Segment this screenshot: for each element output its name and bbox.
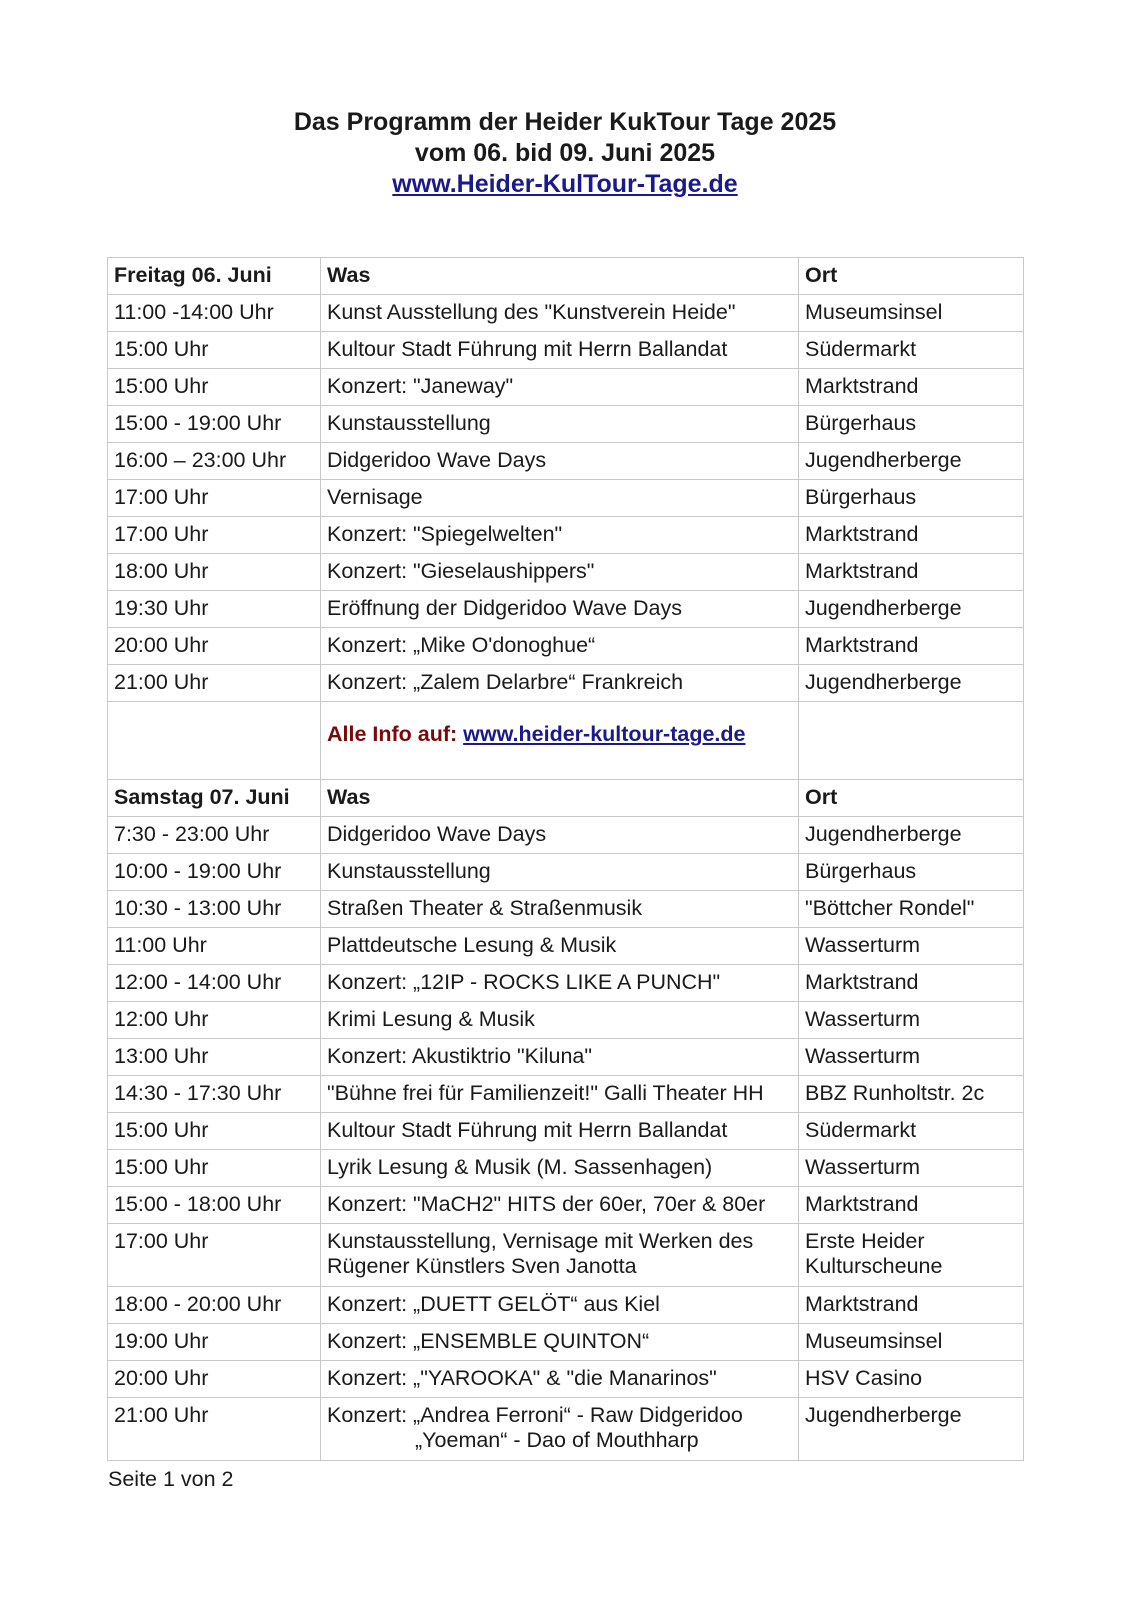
- program-table: [107, 257, 1024, 1461]
- where-cell: Wasserturm: [799, 1039, 1024, 1076]
- what-cell: Konzert: „Zalem Delarbre“ Frankreich: [321, 665, 799, 702]
- program-table-body: [108, 258, 1024, 1461]
- what-cell: Konzert: Akustiktrio "Kiluna": [321, 1039, 799, 1076]
- time-cell: 16:00 – 23:00 Uhr: [108, 443, 321, 480]
- table-row: [108, 369, 1024, 406]
- table-row: [108, 665, 1024, 702]
- table-row: [108, 443, 1024, 480]
- table-row: [108, 1150, 1024, 1187]
- what-line: Konzert: „Andrea Ferroni“ - Raw Didgeridoo: [327, 1403, 743, 1427]
- where-cell: Marktstrand: [799, 554, 1024, 591]
- table-row: [108, 891, 1024, 928]
- what-cell: Konzert: „Mike O'donoghue“: [321, 628, 799, 665]
- where-cell: Jugendherberge: [799, 817, 1024, 854]
- time-cell: 15:00 Uhr: [108, 332, 321, 369]
- what-cell: Kultour Stadt Führung mit Herrn Ballandat: [321, 332, 799, 369]
- page-number: Seite 1 von 2: [108, 1467, 234, 1491]
- what-header: Was: [321, 780, 799, 817]
- where-cell: Marktstrand: [799, 628, 1024, 665]
- what-cell: Straßen Theater & Straßenmusik: [321, 891, 799, 928]
- info-row: [108, 702, 1024, 780]
- where-cell: Marktstrand: [799, 369, 1024, 406]
- table-row: [108, 332, 1024, 369]
- table-row: [108, 1287, 1024, 1324]
- day-header: Samstag 07. Juni: [108, 780, 321, 817]
- where-line: Erste Heider: [805, 1229, 925, 1253]
- where-cell: Südermarkt: [799, 1113, 1024, 1150]
- where-cell: BBZ Runholtstr. 2c: [799, 1076, 1024, 1113]
- time-cell: 11:00 -14:00 Uhr: [108, 295, 321, 332]
- what-cell: Eröffnung der Didgeridoo Wave Days: [321, 591, 799, 628]
- time-cell: 10:30 - 13:00 Uhr: [108, 891, 321, 928]
- time-cell: 11:00 Uhr: [108, 928, 321, 965]
- where-cell: Marktstrand: [799, 517, 1024, 554]
- table-row: [108, 1076, 1024, 1113]
- time-cell: 7:30 - 23:00 Uhr: [108, 817, 321, 854]
- time-cell: 17:00 Uhr: [108, 517, 321, 554]
- table-row: [108, 1187, 1024, 1224]
- time-cell: 20:00 Uhr: [108, 628, 321, 665]
- what-cell: Kunstausstellung: [321, 406, 799, 443]
- what-cell: Konzert: "Gieselaushippers": [321, 554, 799, 591]
- where-cell: "Böttcher Rondel": [799, 891, 1024, 928]
- what-cell: Lyrik Lesung & Musik (M. Sassenhagen): [321, 1150, 799, 1187]
- where-cell: Bürgerhaus: [799, 480, 1024, 517]
- where-cell: Jugendherberge: [799, 443, 1024, 480]
- document-title-block: [0, 107, 1130, 200]
- what-cell: [321, 1398, 799, 1461]
- what-cell: Konzert: „ENSEMBLE QUINTON“: [321, 1324, 799, 1361]
- what-cell: Plattdeutsche Lesung & Musik: [321, 928, 799, 965]
- info-link[interactable]: www.heider-kultour-tage.de: [463, 722, 746, 746]
- what-cell: "Bühne frei für Familienzeit!" Galli Theater HH: [321, 1076, 799, 1113]
- table-row: [108, 1224, 1024, 1287]
- where-cell: Marktstrand: [799, 1187, 1024, 1224]
- where-cell: Marktstrand: [799, 965, 1024, 1002]
- table-header-row: [108, 258, 1024, 295]
- info-empty-cell: [799, 702, 1024, 780]
- table-row: [108, 406, 1024, 443]
- time-cell: 21:00 Uhr: [108, 1398, 321, 1461]
- where-cell: Wasserturm: [799, 1002, 1024, 1039]
- where-cell: [799, 1224, 1024, 1287]
- table-row: [108, 965, 1024, 1002]
- table-row: [108, 480, 1024, 517]
- time-cell: 20:00 Uhr: [108, 1361, 321, 1398]
- time-cell: 15:00 Uhr: [108, 369, 321, 406]
- website-link[interactable]: www.Heider-KulTour-Tage.de: [392, 170, 738, 198]
- table-row: [108, 628, 1024, 665]
- table-row: [108, 928, 1024, 965]
- where-cell: Wasserturm: [799, 928, 1024, 965]
- time-cell: 15:00 Uhr: [108, 1113, 321, 1150]
- table-row: [108, 1361, 1024, 1398]
- time-cell: 10:00 - 19:00 Uhr: [108, 854, 321, 891]
- table-row: [108, 295, 1024, 332]
- where-cell: Jugendherberge: [799, 1398, 1024, 1461]
- where-cell: Bürgerhaus: [799, 406, 1024, 443]
- what-cell: Konzert: „DUETT GELÖT“ aus Kiel: [321, 1287, 799, 1324]
- what-line: „Yoeman“ - Dao of Mouthharp: [415, 1428, 699, 1452]
- time-cell: 19:30 Uhr: [108, 591, 321, 628]
- what-cell: Konzert: "Spiegelwelten": [321, 517, 799, 554]
- where-cell: Wasserturm: [799, 1150, 1024, 1187]
- info-label: Alle Info auf:: [327, 722, 458, 746]
- where-header: Ort: [799, 780, 1024, 817]
- what-cell: [321, 1224, 799, 1287]
- table-row: [108, 817, 1024, 854]
- what-line: Rügener Künstlers Sven Janotta: [327, 1254, 637, 1278]
- time-cell: 15:00 Uhr: [108, 1150, 321, 1187]
- table-row: [108, 1398, 1024, 1461]
- where-cell: Museumsinsel: [799, 1324, 1024, 1361]
- what-cell: Vernisage: [321, 480, 799, 517]
- where-cell: Bürgerhaus: [799, 854, 1024, 891]
- where-cell: Jugendherberge: [799, 591, 1024, 628]
- table-row: [108, 1002, 1024, 1039]
- day-header: Freitag 06. Juni: [108, 258, 321, 295]
- what-cell: Konzert: "MaCH2" HITS der 60er, 70er & 80er: [321, 1187, 799, 1224]
- time-cell: 18:00 Uhr: [108, 554, 321, 591]
- where-cell: Südermarkt: [799, 332, 1024, 369]
- table-row: [108, 554, 1024, 591]
- what-cell: Kunstausstellung: [321, 854, 799, 891]
- time-cell: 17:00 Uhr: [108, 1224, 321, 1287]
- what-cell: Konzert: „"YAROOKA" & "die Manarinos": [321, 1361, 799, 1398]
- where-cell: Museumsinsel: [799, 295, 1024, 332]
- time-cell: 15:00 - 19:00 Uhr: [108, 406, 321, 443]
- time-cell: 18:00 - 20:00 Uhr: [108, 1287, 321, 1324]
- what-cell: Kunst Ausstellung des "Kunstverein Heide": [321, 295, 799, 332]
- what-header: Was: [321, 258, 799, 295]
- what-cell: Kultour Stadt Führung mit Herrn Ballandat: [321, 1113, 799, 1150]
- where-cell: Marktstrand: [799, 1287, 1024, 1324]
- where-cell: Jugendherberge: [799, 665, 1024, 702]
- time-cell: 15:00 - 18:00 Uhr: [108, 1187, 321, 1224]
- table-row: [108, 517, 1024, 554]
- what-cell: Konzert: „12IP - ROCKS LIKE A PUNCH": [321, 965, 799, 1002]
- info-cell: [321, 702, 799, 780]
- where-cell: HSV Casino: [799, 1361, 1024, 1398]
- what-cell: Didgeridoo Wave Days: [321, 817, 799, 854]
- time-cell: 13:00 Uhr: [108, 1039, 321, 1076]
- table-row: [108, 1039, 1024, 1076]
- what-cell: Didgeridoo Wave Days: [321, 443, 799, 480]
- table-row: [108, 1324, 1024, 1361]
- info-empty-cell: [108, 702, 321, 780]
- what-cell: Konzert: "Janeway": [321, 369, 799, 406]
- time-cell: 17:00 Uhr: [108, 480, 321, 517]
- table-row: [108, 854, 1024, 891]
- table-header-row: [108, 780, 1024, 817]
- time-cell: 12:00 Uhr: [108, 1002, 321, 1039]
- where-line: Kulturscheune: [805, 1254, 943, 1278]
- time-cell: 19:00 Uhr: [108, 1324, 321, 1361]
- time-cell: 12:00 - 14:00 Uhr: [108, 965, 321, 1002]
- time-cell: 21:00 Uhr: [108, 665, 321, 702]
- table-row: [108, 591, 1024, 628]
- document-date-range: vom 06. bid 09. Juni 2025: [414, 139, 716, 167]
- where-header: Ort: [799, 258, 1024, 295]
- what-cell: Krimi Lesung & Musik: [321, 1002, 799, 1039]
- time-cell: 14:30 - 17:30 Uhr: [108, 1076, 321, 1113]
- what-line: Kunstausstellung, Vernisage mit Werken des: [327, 1229, 754, 1253]
- document-title: Das Programm der Heider KukTour Tage 2025: [293, 108, 837, 136]
- table-row: [108, 1113, 1024, 1150]
